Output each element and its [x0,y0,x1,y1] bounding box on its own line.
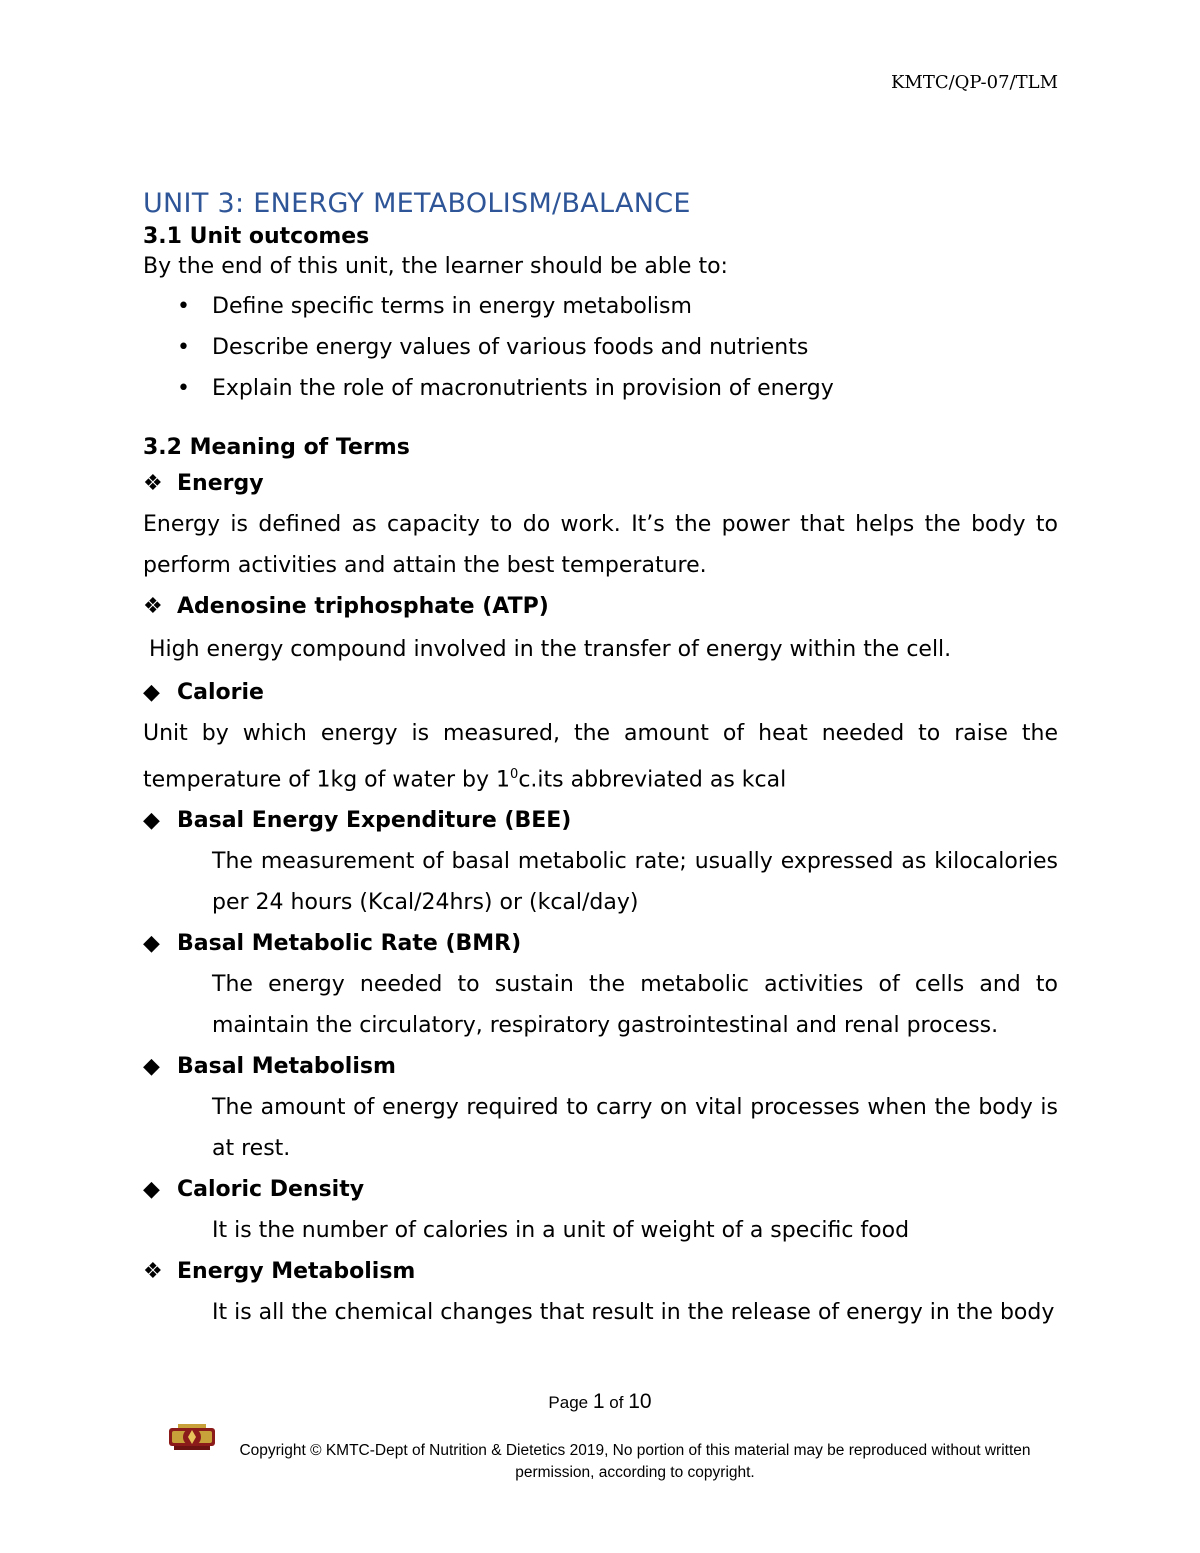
diamond-bullet-icon: ◆ [143,1177,160,1203]
outcomes-intro: By the end of this unit, the learner should be able to: [143,254,728,279]
term-heading-caloric-density: ◆ Caloric Density [143,1169,1058,1210]
term-definition-caloric-density: It is the number of calories in a unit of weight of a specific food [212,1218,910,1244]
diamond-bullet-icon: ◆ [143,680,160,705]
page-number: Page 1 of 10 [548,1390,652,1413]
term-heading-bmr: ◆ Basal Metabolic Rate (BMR) [143,923,1058,964]
term-heading-energy: ❖ Energy [143,463,1058,504]
term-heading-atp: ❖ Adenosine triphosphate (ATP) [143,586,1058,627]
document-code: KMTC/QP-07/TLM [890,72,1058,93]
list-item: • Explain the role of macronutrients in provision of energy [143,368,1058,409]
term-heading-energy-metabolism: ❖ Energy Metabolism [143,1251,1058,1292]
term-heading-bee: ◆ Basal Energy Expenditure (BEE) [143,800,1058,841]
outcomes-list [143,286,1058,409]
copyright-notice: Copyright © KMTC-Dept of Nutrition & Dietetics 2019, No portion of this material may be reproduced without written permission, according to copyright. [239,1442,1031,1481]
diamond-bullet-icon: ❖ [143,471,163,496]
term-definition-basal-metabolism: The amount of energy required to carry on vital processes when the body is at rest. [212,1095,1058,1162]
unit-title: UNIT 3: ENERGY METABOLISM/BALANCE [143,188,691,219]
section-heading-terms: 3.2 Meaning of Terms [143,435,410,460]
list-item: • Define specific terms in energy metabolism [143,286,1058,327]
term-definition-bee: The measurement of basal metabolic rate; usually expressed as kilocalories per 24 hours (Kcal/24hrs) or (kcal/day) [212,849,1058,916]
diamond-bullet-icon: ◆ [143,808,160,834]
term-definition-bmr: The energy needed to sustain the metabolic activities of cells and to maintain the circulatory, respiratory gastrointestinal and renal process. [212,972,1058,1039]
term-definition-energy-metabolism: It is all the chemical changes that result in the release of energy in the body [212,1300,1055,1326]
section-heading-outcomes: 3.1 Unit outcomes [143,224,370,249]
bullet-icon: • [177,294,190,319]
diamond-bullet-icon: ◆ [143,931,160,957]
term-definition-atp: High energy compound involved in the transfer of energy within the cell. [149,637,952,662]
term-heading-basal-metabolism: ◆ Basal Metabolism [143,1046,1058,1087]
term-heading-calorie: ◆ Calorie [143,672,1058,713]
bullet-icon: • [177,335,190,360]
main-content [143,186,1058,1333]
diamond-bullet-icon: ❖ [143,1259,163,1285]
list-item: • Describe energy values of various foods and nutrients [143,327,1058,368]
bullet-icon: • [177,376,190,401]
term-definition-calorie: Unit by which energy is measured, the amount of heat needed to raise the temperature of 1kg of water by $1^0c.its$ abbreviated as kcal [143,721,1058,793]
kmtc-logo-icon [168,1420,216,1454]
term-definition-energy: Energy is defined as capacity to do work. It’s the power that helps the body to perform activities and attain the best temperature. [143,512,1058,578]
diamond-outline-bullet-icon: ❖ [143,594,163,619]
diamond-bullet-icon: ◆ [143,1054,160,1080]
